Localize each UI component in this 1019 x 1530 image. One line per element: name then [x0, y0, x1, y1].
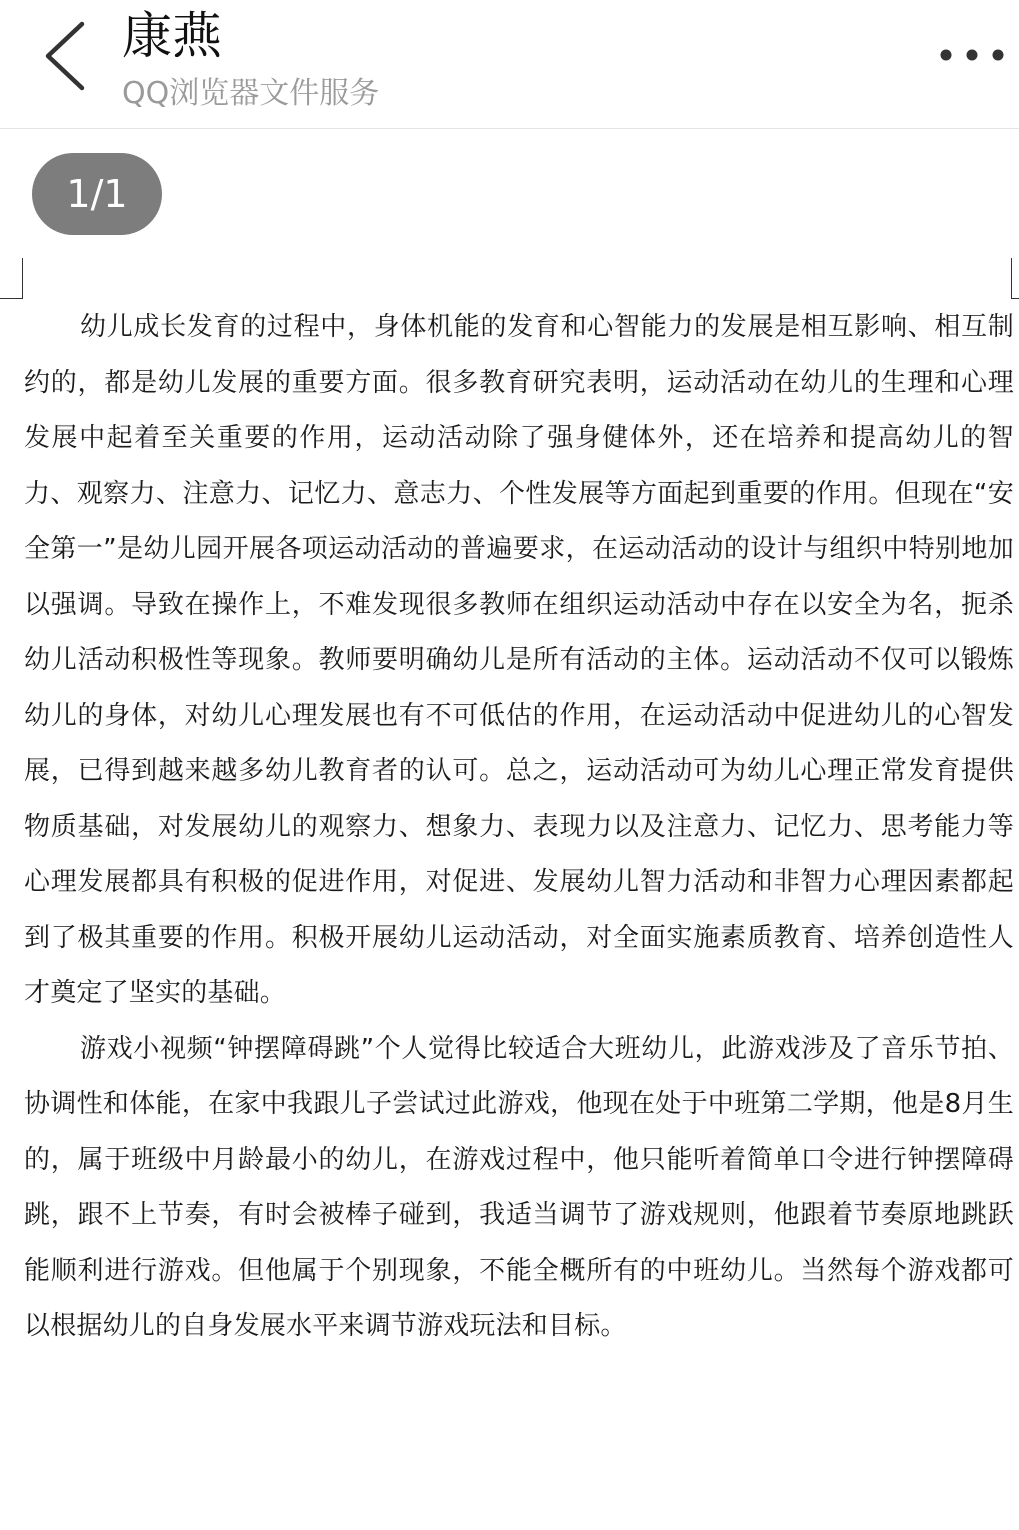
more-options-button[interactable]: [932, 30, 1012, 80]
document-content: [24, 300, 1014, 1355]
more-dots-icon: [932, 30, 1012, 80]
crop-mark-left: [0, 258, 23, 299]
page-subtitle: QQ浏览器文件服务: [122, 76, 380, 111]
back-button[interactable]: [30, 16, 100, 96]
document-paragraph: 幼儿成长发育的过程中，身体机能的发育和心智能力的发展是相互影响、相互制约的，都是幼儿发展的重要方面。很多教育研究表明，运动活动在幼儿的生理和心理发展中起着至关重要的作用，运动活动除了强身健体外，还在培养和提高幼儿的智力、观察力、注意力、记忆力、意志力、个性发展等方面起到重要的作用。但现在“安全第一”是幼儿园开展各项运动活动的普遍要求，在运动活动的设计与组织中特别地加以强调。导致在操作上，不难发现很多教师在组织运动活动中存在以安全为名，扼杀幼儿活动积极性等现象。教师要明确幼儿是所有活动的主体。运动活动不仅可以锻炼幼儿的身体，对幼儿心理发展也有不可低估的作用，在运动活动中促进幼儿的心智发展，已得到越来越多幼儿教育者的认可。总之，运动活动可为幼儿心理正常发育提供物质基础，对发展幼儿的观察力、想象力、表现力以及注意力、记忆力、思考能力等心理发展都具有积极的促进作用，对促进、发展幼儿智力活动和非智力心理因素都起到了极其重要的作用。积极开展幼儿运动活动，对全面实施素质教育、培养创造性人才奠定了坚实的基础。: [24, 312, 1014, 1008]
document-paragraph: 游戏小视频“钟摆障碍跳”个人觉得比较适合大班幼儿，此游戏涉及了音乐节拍、协调性和体能，在家中我跟儿子尝试过此游戏，他现在处于中班第二学期，他是8月生的，属于班级中月龄最小的幼儿，在游戏过程中，他只能听着简单口令进行钟摆障碍跳，跟不上节奏，有时会被棒子碰到，我适当调节了游戏规则，他跟着节奏原地跳跃能顺利进行游戏。但他属于个别现象，不能全概所有的中班幼儿。当然每个游戏都可以根据幼儿的自身发展水平来调节游戏玩法和目标。: [24, 1033, 1014, 1341]
top-bar: [0, 0, 1019, 129]
chevron-left-icon: [30, 16, 100, 96]
crop-mark-right: [1011, 258, 1019, 299]
page-indicator-badge: 1/1: [32, 153, 162, 235]
page-title: 康燕: [122, 7, 222, 65]
